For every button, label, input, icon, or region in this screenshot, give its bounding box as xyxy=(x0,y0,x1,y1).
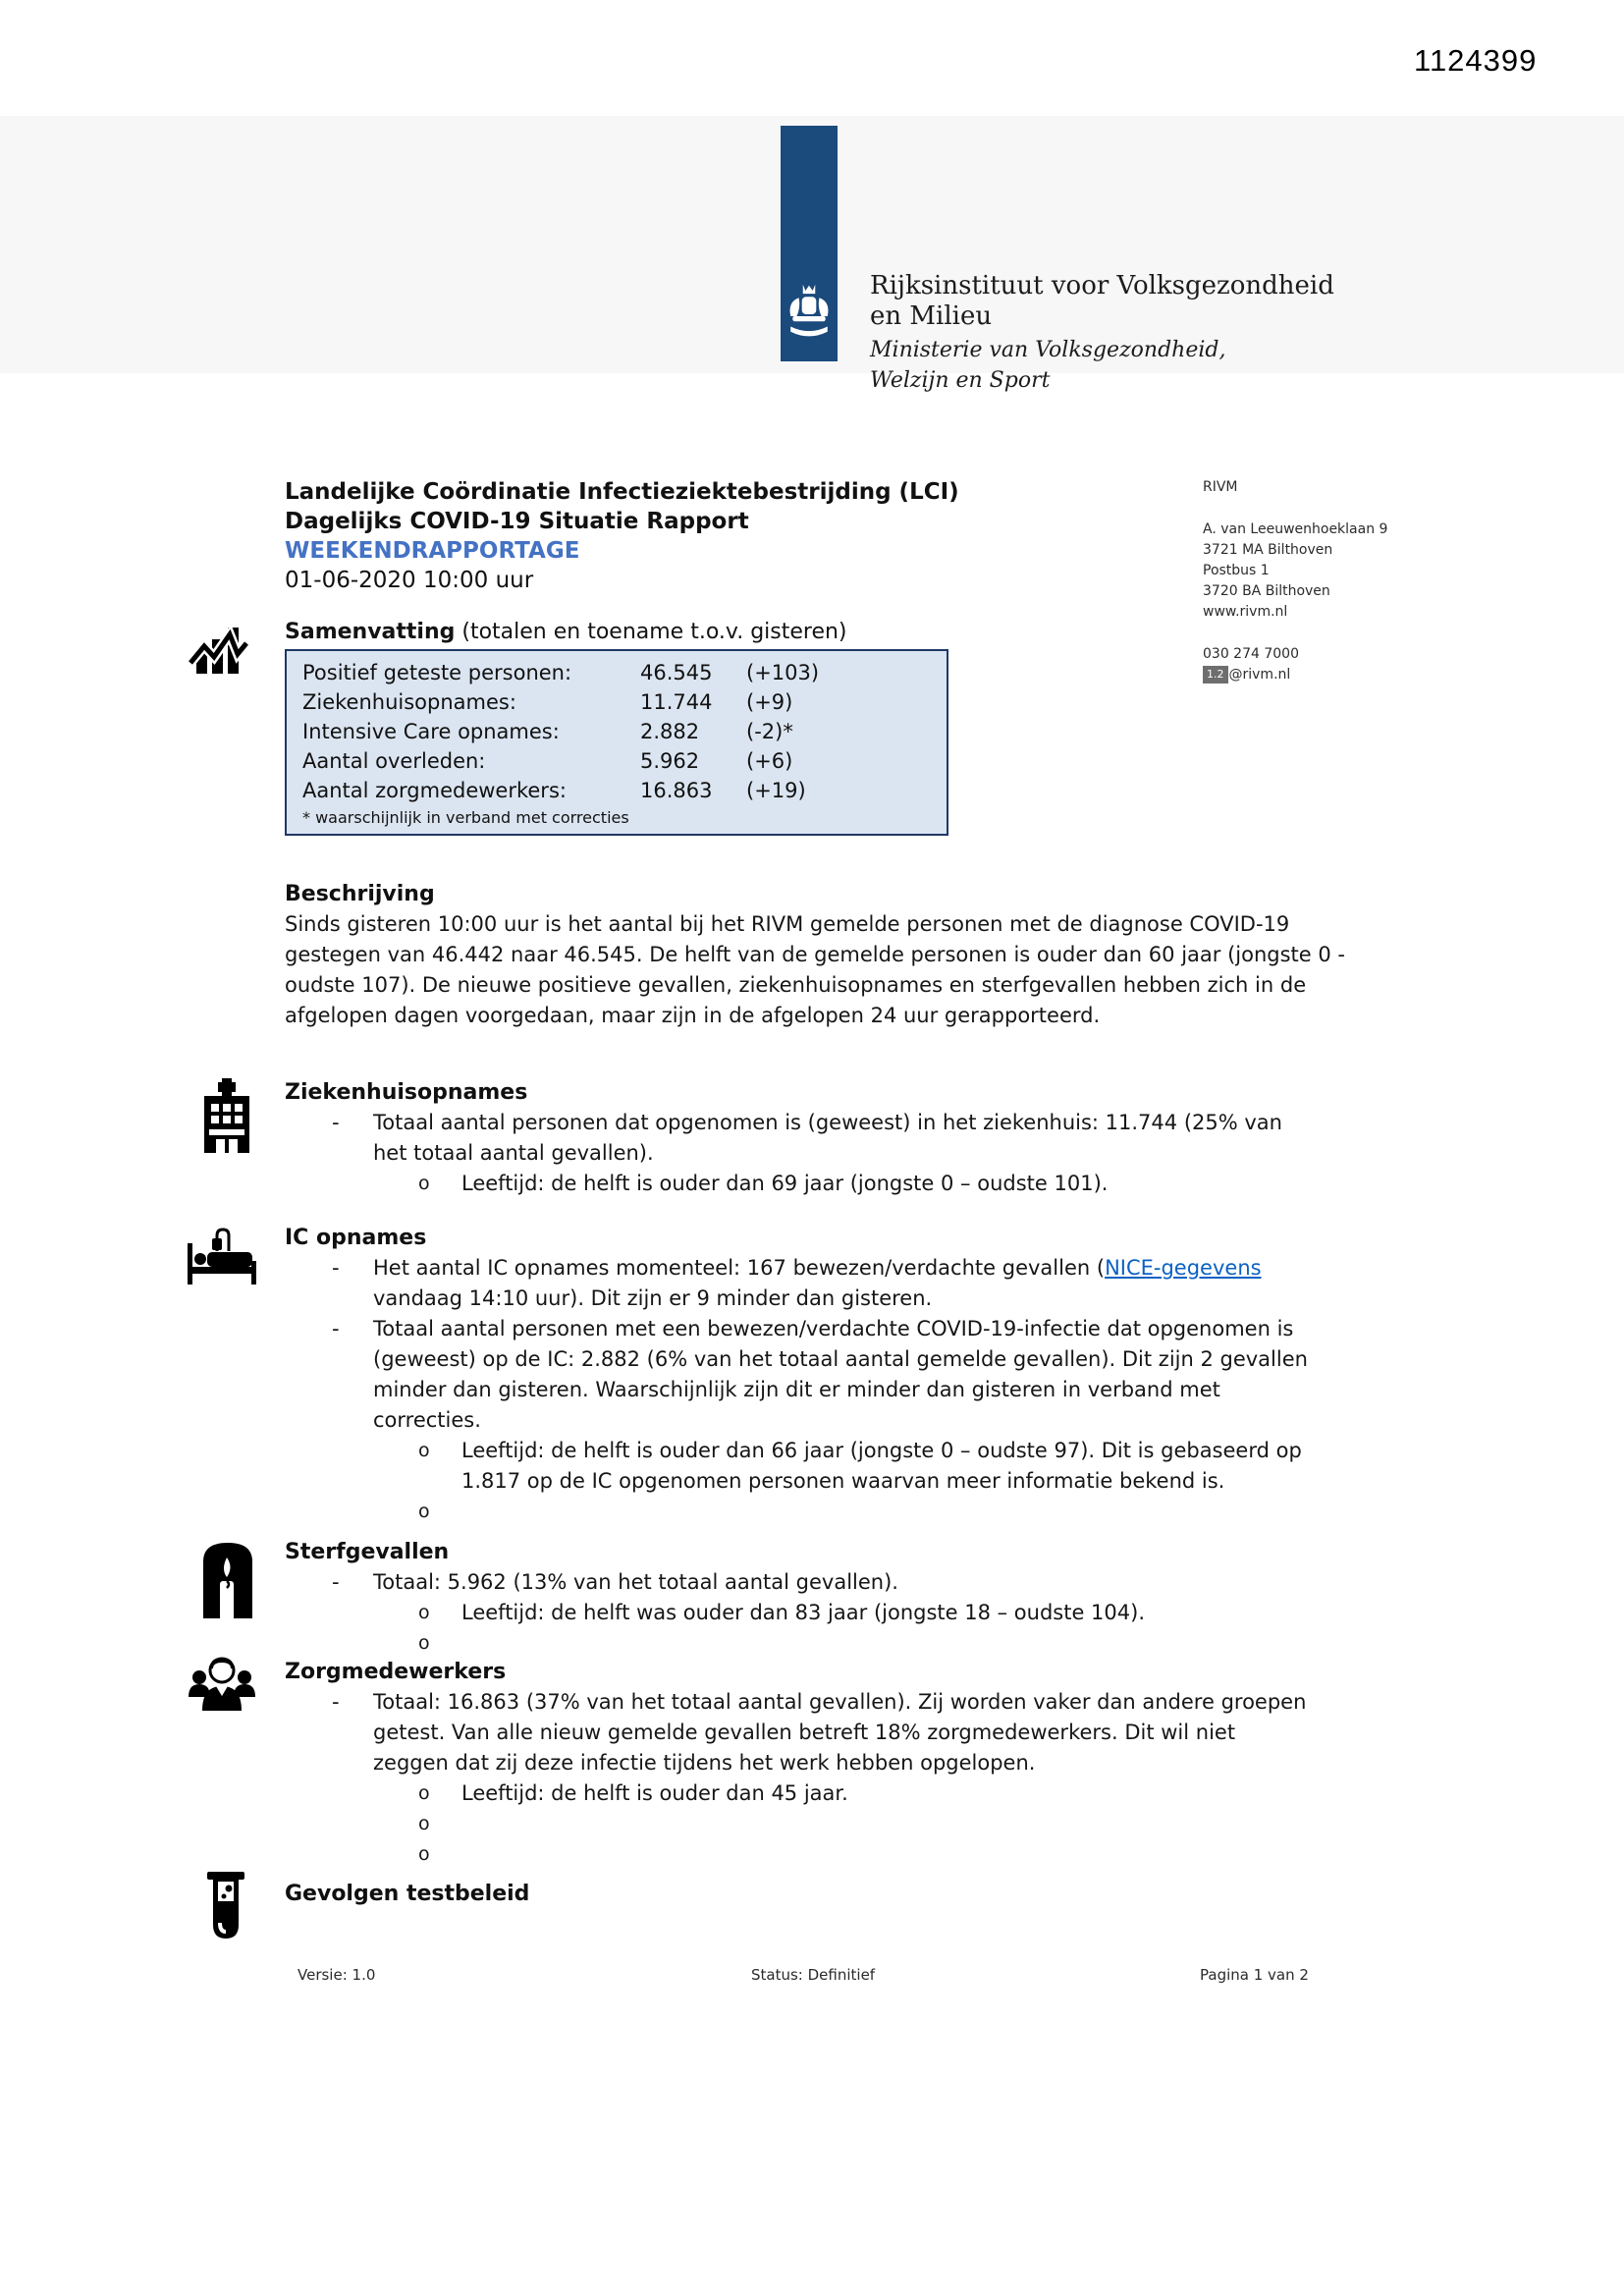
hospital-heading: Ziekenhuisopnames xyxy=(285,1080,528,1105)
healthcare-heading: Zorgmedewerkers xyxy=(285,1660,507,1684)
ic-bullet-current-post: vandaag 14:10 uur). Dit zijn er 9 minder dan gisteren. xyxy=(373,1286,933,1310)
contact-address-line-1: A. van Leeuwenhoeklaan 9 xyxy=(1203,521,1388,537)
deaths-bullet-total: - Totaal: 5.962 (13% van het totaal aantal gevallen). xyxy=(332,1567,1357,1598)
deaths-subbullet-empty xyxy=(418,1628,1357,1659)
section-gevolgen-testbeleid xyxy=(285,1880,1357,1909)
healthcare-bullet-total: - Totaal: 16.863 (37% van het totaal aantal gevallen). Zij worden vaker dan andere groepen getest. Van alle nieuw gemelde gevallen betreft 18% zorgmedewerkers. Dit wil niet zeggen dat zij deze infectie tijdens het werk hebben opgelopen. xyxy=(332,1687,1357,1778)
dash-marker: - xyxy=(332,1256,340,1280)
weekend-report-label: WEEKENDRAPPORTAGE xyxy=(285,538,580,564)
description-heading: Beschrijving xyxy=(285,882,435,906)
section-zorgmedewerkers xyxy=(285,1658,1357,1870)
circle-marker: o xyxy=(418,1501,430,1522)
summary-row-hospital: Ziekenhuisopnames: 11.744 (+9) xyxy=(302,690,793,714)
section-description xyxy=(285,880,1355,1031)
section-sterfgevallen xyxy=(285,1538,1357,1659)
footer-version: Versie: 1.0 xyxy=(298,1966,376,1984)
healthcare-subbullet-empty-2 xyxy=(418,1839,1357,1870)
org-name-line1: Rijksinstituut voor Volksgezondheid xyxy=(870,271,1334,301)
test-tube-icon xyxy=(203,1870,248,1944)
dash-marker: - xyxy=(332,1570,340,1594)
contact-phone: 030 274 7000 xyxy=(1203,646,1299,662)
ic-bullet-current-pre: Het aantal IC opnames momenteel: 167 bewezen/verdachte gevallen ( xyxy=(373,1256,1106,1280)
circle-marker: o xyxy=(418,1813,430,1834)
hospital-bullet-total: - Totaal aantal personen dat opgenomen is (geweest) in het ziekenhuis: 11.744 (25% van het totaal aantal gevallen). xyxy=(332,1108,1357,1169)
title-block xyxy=(285,477,959,595)
ic-bullet-total: - Totaal aantal personen met een bewezen/verdachte COVID-19-infectie dat opgenomen is (geweest) op de IC: 2.882 (6% van het totaal aantal gemelde gevallen). Dit zijn 2 gevallen minder dan gisteren. Waarschijnlijk zijn dit er minder dan gisteren in verband met correcties. xyxy=(332,1314,1357,1436)
contact-address-line-4: 3720 BA Bilthoven xyxy=(1203,583,1330,599)
org-name-line2: en Milieu xyxy=(870,301,993,331)
deaths-subbullet-age: o Leeftijd: de helft was ouder dan 83 jaar (jongste 18 – oudste 104). xyxy=(418,1598,1357,1628)
circle-marker: o xyxy=(418,1632,430,1654)
report-title-line2: Dagelijks COVID-19 Situatie Rapport xyxy=(285,509,749,534)
healthcare-subbullet-age: o Leeftijd: de helft is ouder dan 45 jaar. xyxy=(418,1778,1357,1809)
summary-footnote: * waarschijnlijk in verband met correcties xyxy=(302,808,629,827)
report-title-line1: Landelijke Coördinatie Infectieziektebestrijding (LCI) xyxy=(285,479,959,505)
ministry-line1: Ministerie van Volksgezondheid, xyxy=(870,338,1226,362)
summary-heading-label: Samenvatting xyxy=(285,620,456,644)
summary-row-positive: Positief geteste personen: 46.545 (+103) xyxy=(302,661,820,684)
circle-marker: o xyxy=(418,1173,430,1194)
circle-marker: o xyxy=(418,1782,430,1804)
circle-marker: o xyxy=(418,1843,430,1865)
description-text: Sinds gisteren 10:00 uur is het aantal bij het RIVM gemelde personen met de diagnose COVID-19 gestegen van 46.442 naar 46.545. De helft van de gemelde personen is ouder dan 60 jaar (jongste 0 - oudste 107). De nieuwe positieve gevallen, ziekenhuisopnames en sterfgevallen hebben zich in de afgelopen dagen voorgedaan, maar zijn in de afgelopen 24 uur gerapporteerd. xyxy=(285,912,1345,1027)
contact-address-line-3: Postbus 1 xyxy=(1203,563,1270,578)
summary-row-ic: Intensive Care opnames: 2.882 (-2)* xyxy=(302,720,793,743)
nice-gegevens-link[interactable]: NICE-gegevens xyxy=(1105,1256,1262,1280)
ic-subbullet-age: o Leeftijd: de helft is ouder dan 66 jaar (jongste 0 – oudste 97). Dit is gebaseerd op 1.817 op de IC opgenomen personen waarvan meer informatie bekend is. xyxy=(418,1436,1357,1497)
contact-block xyxy=(1203,477,1387,685)
contact-website: www.rivm.nl xyxy=(1203,604,1288,620)
spacer xyxy=(1203,623,1387,644)
dash-marker: - xyxy=(332,1111,340,1134)
icu-bed-icon xyxy=(183,1226,261,1288)
ic-heading: IC opnames xyxy=(285,1226,427,1250)
contact-address-line-2: 3721 MA Bilthoven xyxy=(1203,542,1333,558)
summary-row-deceased: Aantal overleden: 5.962 (+6) xyxy=(302,749,793,773)
circle-marker: o xyxy=(418,1602,430,1623)
ic-subbullet-empty xyxy=(418,1497,1357,1527)
bar-chart-icon xyxy=(189,623,249,683)
memorial-candle-icon xyxy=(200,1540,255,1620)
healthcare-subbullet-empty-1 xyxy=(418,1809,1357,1839)
ministry-line2: Welzijn en Sport xyxy=(870,368,1051,393)
healthcare-workers-icon xyxy=(188,1656,256,1713)
rivm-logo-bar xyxy=(781,126,838,361)
hospital-icon xyxy=(198,1076,255,1155)
summary-row-healthcare: Aantal zorgmedewerkers: 16.863 (+19) xyxy=(302,779,806,802)
footer-page-number: Pagina 1 van 2 xyxy=(1200,1966,1309,1984)
testing-heading: Gevolgen testbeleid xyxy=(285,1882,530,1906)
coat-of-arms-icon xyxy=(785,273,833,357)
dash-marker: - xyxy=(332,1690,340,1714)
ic-bullet-current xyxy=(332,1253,1357,1314)
spacer xyxy=(1203,498,1387,519)
logo-text-block xyxy=(870,271,1334,396)
section-ziekenhuisopnames xyxy=(285,1078,1357,1199)
report-datetime: 01-06-2020 10:00 uur xyxy=(285,568,534,593)
contact-email-suffix: @rivm.nl xyxy=(1228,667,1291,683)
deaths-heading: Sterfgevallen xyxy=(285,1540,450,1564)
redaction-box: 1.2 xyxy=(1203,666,1228,683)
summary-box xyxy=(285,649,948,836)
footer-status: Status: Definitief xyxy=(751,1966,876,1984)
doc-number: 1124399 xyxy=(1414,43,1538,78)
summary-heading xyxy=(285,619,847,646)
summary-heading-suffix: (totalen en toename t.o.v. gisteren) xyxy=(455,620,847,644)
contact-email xyxy=(1203,665,1387,685)
section-ic-opnames xyxy=(285,1224,1357,1527)
contact-org: RIVM xyxy=(1203,479,1238,495)
circle-marker: o xyxy=(418,1440,430,1461)
dash-marker: - xyxy=(332,1317,340,1340)
hospital-subbullet-age: o Leeftijd: de helft is ouder dan 69 jaar (jongste 0 – oudste 101). xyxy=(418,1169,1357,1199)
